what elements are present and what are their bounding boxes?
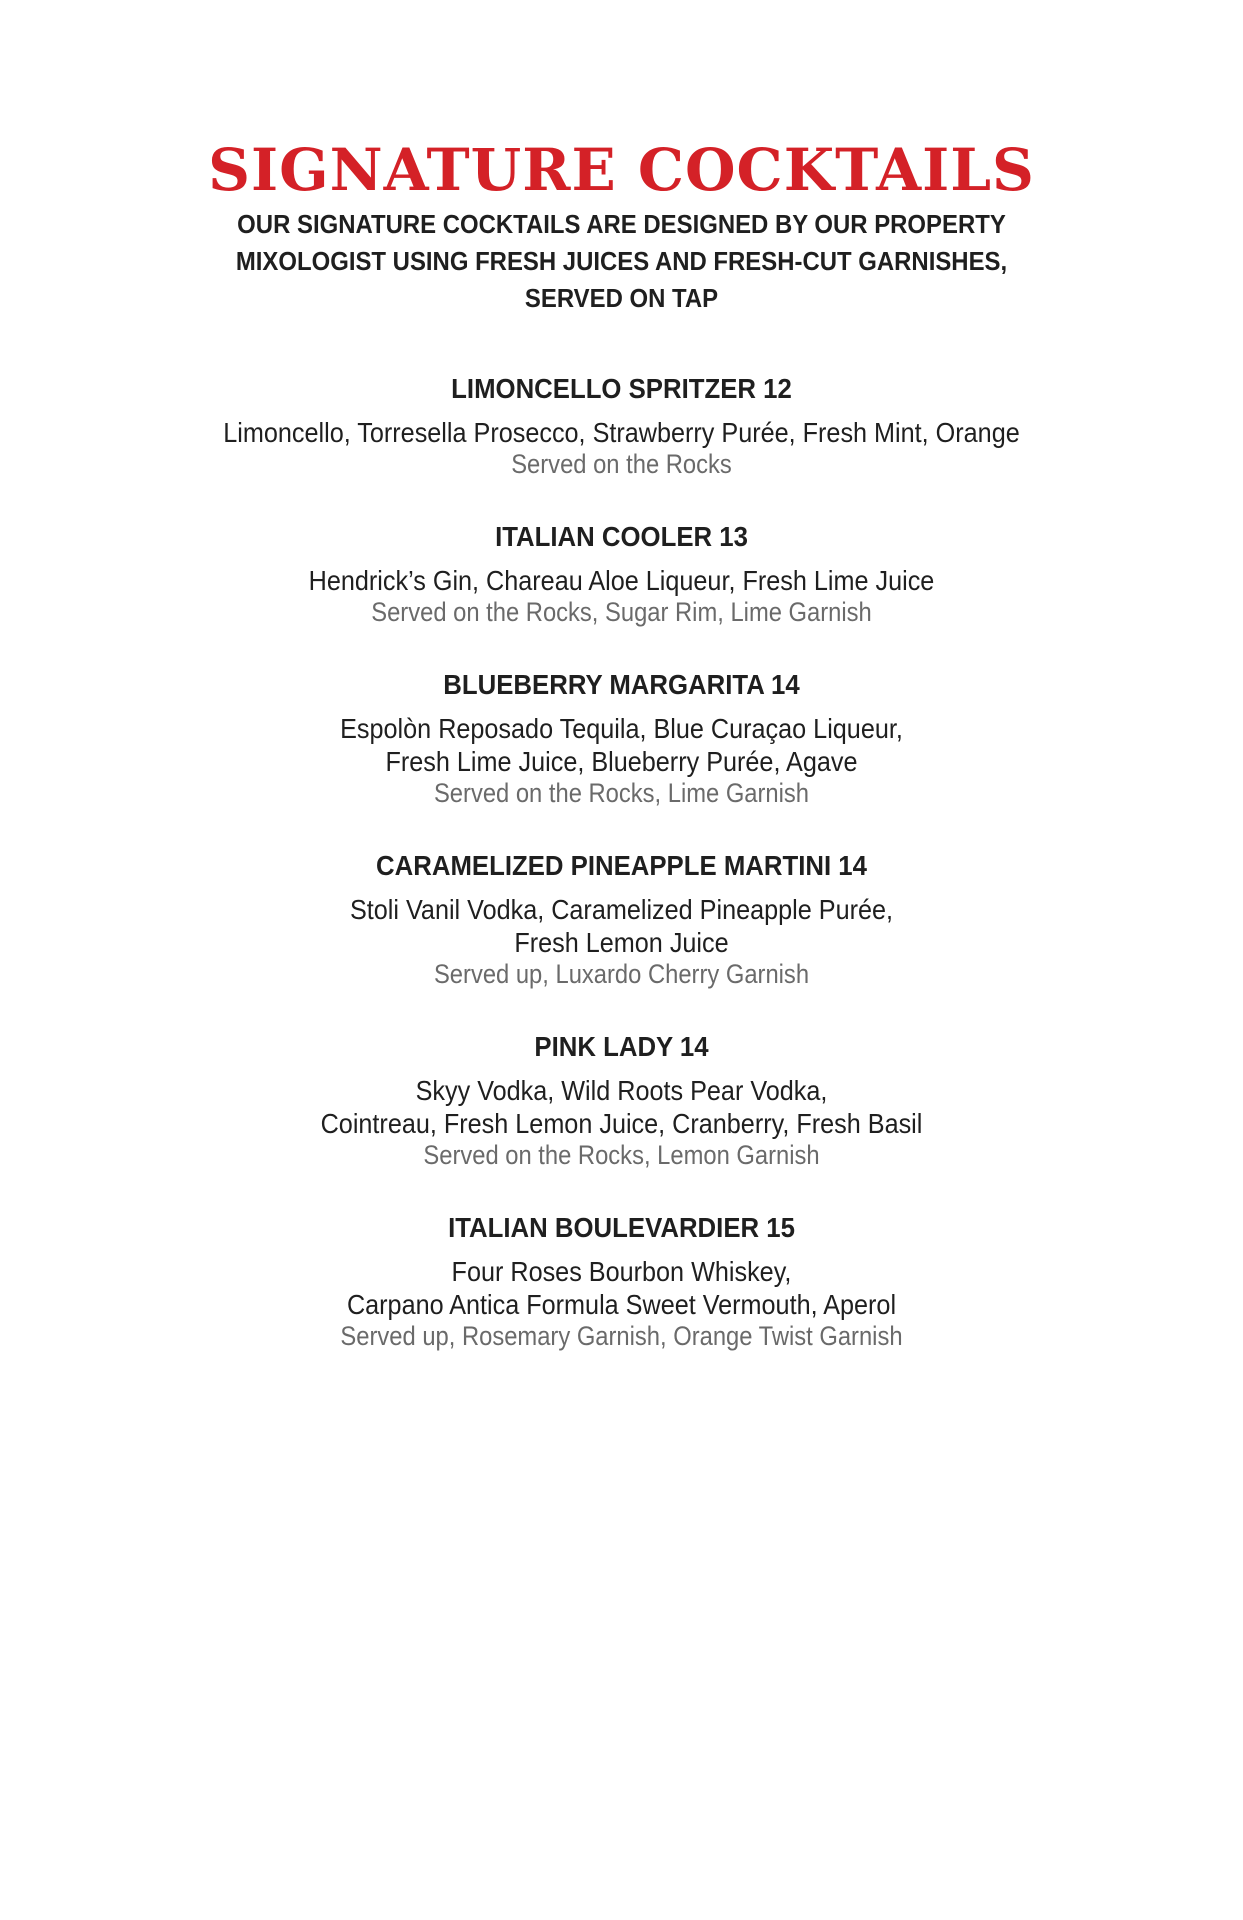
- cocktail-ingredients: [62, 416, 1181, 449]
- cocktail-item: [0, 520, 1243, 628]
- ingredients-line: Stoli Vanil Vodka, Caramelized Pineapple Purée,: [349, 894, 894, 925]
- cocktail-serving: Served up, Luxardo Cherry Garnish: [433, 959, 810, 989]
- cocktail-serving: Served on the Rocks, Lemon Garnish: [423, 1140, 820, 1170]
- cocktail-ingredients: [62, 1074, 1181, 1140]
- ingredients-line: Fresh Lemon Juice: [514, 927, 729, 958]
- cocktail-ingredients: [62, 1255, 1181, 1321]
- intro-line: OUR SIGNATURE COCKTAILS ARE DESIGNED BY OUR PROPERTY: [237, 209, 1006, 239]
- cocktail-item: [0, 1030, 1243, 1171]
- menu-title: SIGNATURE COCKTAILS: [208, 136, 1035, 204]
- ingredients-line: Four Roses Bourbon Whiskey,: [451, 1256, 792, 1287]
- cocktail-serving: Served on the Rocks: [511, 449, 732, 479]
- ingredients-line: Limoncello, Torresella Prosecco, Strawberry Purée, Fresh Mint, Orange: [223, 417, 1020, 448]
- cocktail-item: [0, 1211, 1243, 1352]
- ingredients-line: Hendrick’s Gin, Chareau Aloe Liqueur, Fresh Lime Juice: [308, 565, 935, 596]
- menu-intro: [188, 206, 1056, 317]
- cocktail-item: [0, 372, 1243, 480]
- cocktail-name: CARAMELIZED PINEAPPLE MARTINI 14: [376, 850, 867, 881]
- ingredients-line: Skyy Vodka, Wild Roots Pear Vodka,: [415, 1075, 828, 1106]
- cocktail-ingredients: [62, 564, 1181, 597]
- cocktail-name: ITALIAN BOULEVARDIER 15: [448, 1212, 795, 1243]
- cocktail-name: PINK LADY 14: [534, 1031, 709, 1062]
- cocktail-item: [0, 849, 1243, 990]
- ingredients-line: Fresh Lime Juice, Blueberry Purée, Agave: [385, 746, 858, 777]
- cocktail-name: BLUEBERRY MARGARITA 14: [443, 669, 800, 700]
- intro-line: MIXOLOGIST USING FRESH JUICES AND FRESH-CUT GARNISHES,: [235, 246, 1008, 276]
- ingredients-line: Cointreau, Fresh Lemon Juice, Cranberry, Fresh Basil: [320, 1108, 923, 1139]
- cocktail-ingredients: [62, 893, 1181, 959]
- cocktail-serving: Served on the Rocks, Sugar Rim, Lime Garnish: [371, 597, 872, 627]
- intro-line: SERVED ON TAP: [524, 283, 719, 313]
- cocktail-ingredients: [62, 712, 1181, 778]
- ingredients-line: Carpano Antica Formula Sweet Vermouth, Aperol: [346, 1289, 897, 1320]
- cocktail-name: LIMONCELLO SPRITZER 12: [451, 373, 792, 404]
- cocktail-list: [0, 372, 1243, 1392]
- cocktail-serving: Served on the Rocks, Lime Garnish: [433, 778, 810, 808]
- cocktail-name: ITALIAN COOLER 13: [495, 521, 748, 552]
- ingredients-line: Espolòn Reposado Tequila, Blue Curaçao Liqueur,: [340, 713, 903, 744]
- cocktail-serving: Served up, Rosemary Garnish, Orange Twist Garnish: [340, 1321, 903, 1351]
- cocktail-item: [0, 668, 1243, 809]
